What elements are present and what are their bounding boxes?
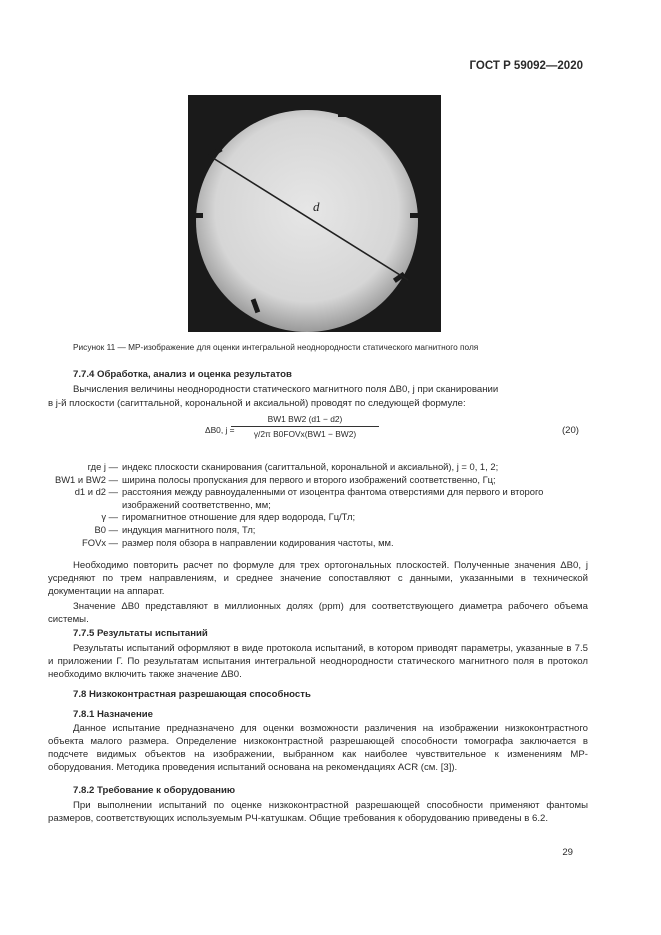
phantom-disc (196, 110, 418, 332)
figure-caption: Рисунок 11 — МР-изображение для оценки интегральной неоднородности статического магнитного поля (73, 342, 479, 352)
intro-line-1: Вычисления величины неоднородности статического магнитного поля ΔB0, j при сканировании (73, 384, 499, 395)
formula-20 (205, 414, 405, 452)
formula-numerator: BW1 BW2 (d1 − d2) (231, 414, 379, 427)
paragraph-repeat: Необходимо повторить расчет по формуле для трех ортогональных плоскостей. Полученные значения ΔB0, j усредняют по трем направлениям, и среднее значение сопоставляют с данными, указанными в технической документации на аппарат. (48, 560, 588, 597)
formula-lhs: ΔB0, j = (205, 425, 235, 435)
section-7-7-4-title: 7.7.4 Обработка, анализ и оценка результатов (73, 369, 292, 380)
document-code: ГОСТ Р 59092—2020 (469, 60, 583, 72)
formula-denominator: γ/2π B0FOVx(BW1 − BW2) (253, 429, 357, 439)
definition-item: d1 и d2 — расстояния между равноудаленными от изоцентра фантома отверстиями для первого и второго изображений соответственно, мм; (74, 486, 544, 510)
formula-fraction (231, 414, 379, 439)
section-7-7-5-title: 7.7.5 Результаты испытаний (73, 628, 208, 639)
definitions-list (48, 461, 588, 549)
page-number: 29 (562, 847, 573, 858)
definition-item: γ — гиромагнитное отношение для ядер водорода, Гц/Тл; (101, 511, 356, 523)
section-7-7-5-text: Результаты испытаний оформляют в виде протокола испытаний, в котором приводят параметры, указанные в 7.5 и приложении Г. По результатам испытания интегральной неоднородности статического магнитного поля в протокол необходимо включить также значение ΔB0. (48, 643, 588, 680)
section-7-8-1-title: 7.8.1 Назначение (73, 709, 153, 720)
section-7-8-1-text: Данное испытание предназначено для оценки возможности различения на изображении низкоконтрастного объекта малого размера. Определение низкоконтрастной разрешающей способности томографа заключается в подсчете видимых объектов на изображении, выбранном как наиболее чувствительное к изменениям МР-оборудования. Методика проведения испытаний основана на рекомендациях ACR (см. [3]). (48, 723, 588, 773)
equation-number: (20) (561, 425, 579, 436)
definition-item: BW1 и BW2 — ширина полосы пропускания для первого и второго изображений соответственно, Гц; (54, 473, 496, 485)
phantom-image (188, 95, 441, 332)
intro-line-2: в j-й плоскости (сагиттальной, корональной и аксиальной) проводят по следующей формуле: (48, 398, 466, 409)
mr-image-figure (188, 95, 441, 332)
section-7-8-2-text: При выполнении испытаний по оценке низкоконтрастной разрешающей способности применяют фантомы размеров, соответствующих используемым РЧ-катушкам. Общие требования к оборудованию приведены в 6.2. (48, 800, 588, 824)
definition-item: B0 — индукция магнитного поля, Тл; (94, 523, 256, 535)
definition-item: где j — индекс плоскости сканирования (сагиттальной, корональной и аксиальной), j = 0, 1, 2; (87, 461, 499, 472)
section-7-8-2-title: 7.8.2 Требование к оборудованию (73, 785, 236, 796)
diameter-label: d (313, 199, 320, 214)
paragraph-value: Значение ΔB0 представляют в миллионных долях (ppm) для соответствующего диаметра рабочего объема системы. (48, 601, 588, 625)
definition-item: FOVx — размер поля обзора в направлении кодирования частоты, мм. (82, 536, 394, 548)
section-7-8-title: 7.8 Низкоконтрастная разрешающая способность (73, 689, 311, 700)
